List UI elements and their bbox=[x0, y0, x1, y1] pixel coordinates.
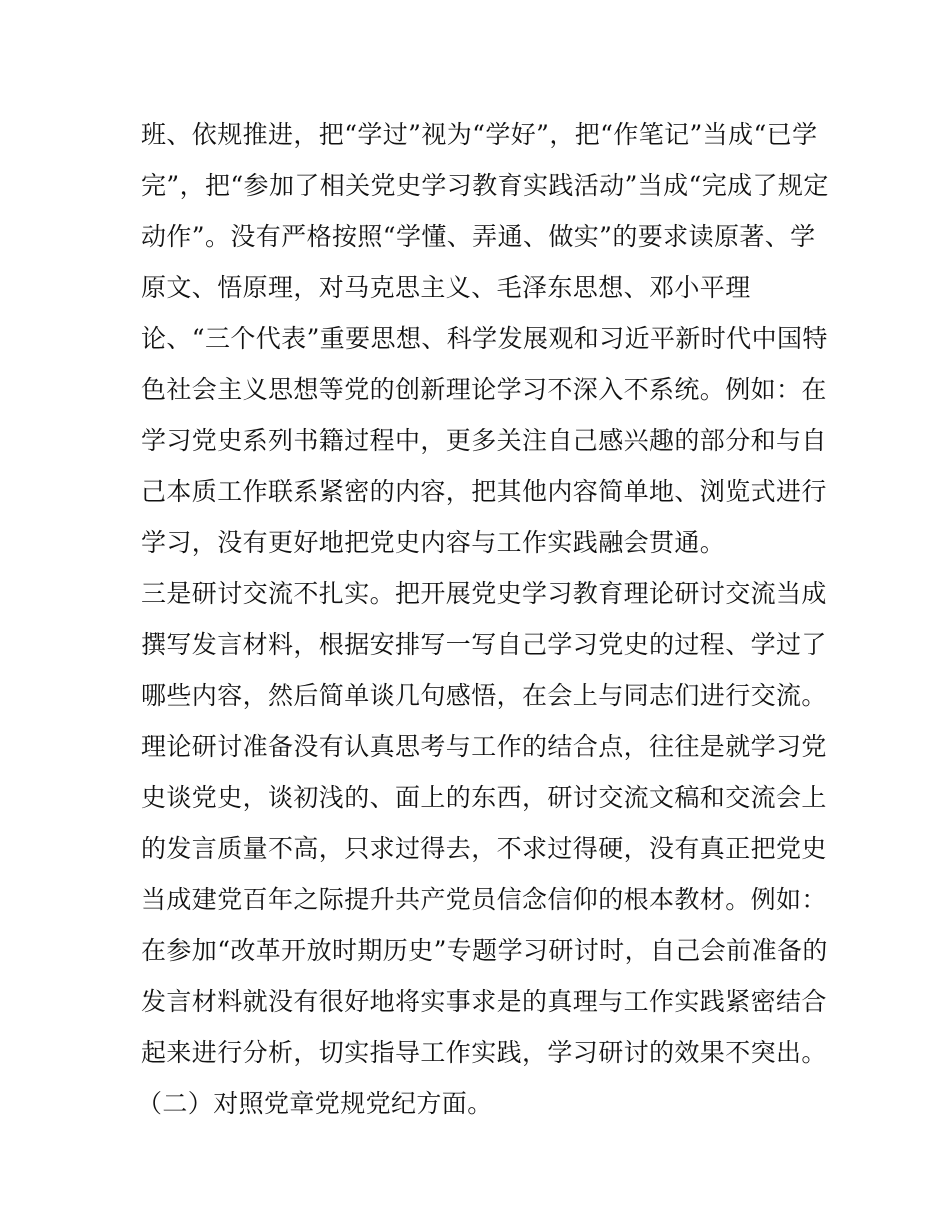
text-line-8: 己本质工作联系紧密的内容，把其他内容简单地、浏览式进行 bbox=[141, 477, 827, 506]
text-line-9: 学习，没有更好地把党史内容与工作实践融会贯通。 bbox=[141, 528, 726, 557]
section-heading-three: 三是研讨交流不扎实。把开展党史学习教育理论研讨交流当成 bbox=[141, 579, 827, 608]
text-line-17: 在参加“改革开放时期历史”专题学习研讨时，自己会前准备的 bbox=[141, 936, 828, 965]
text-line-11: 撰写发言材料，根据安排写一写自己学习党史的过程、学过了 bbox=[141, 630, 827, 659]
text-line-1: 班、依规推进，把“学过”视为“学好”，把“作笔记”当成“已学 bbox=[141, 120, 818, 149]
text-line-14: 史谈党史，谈初浅的、面上的东西，研讨交流文稿和交流会上 bbox=[141, 783, 827, 812]
text-line-15: 的发言质量不高，只求过得去，不求过得硬，没有真正把党史 bbox=[141, 834, 827, 863]
text-line-4: 原文、悟原理，对马克思主义、毛泽东思想、邓小平理 bbox=[141, 273, 751, 302]
text-line-3: 动作”。没有严格按照“学懂、弄通、做实”的要求读原著、学 bbox=[141, 222, 816, 251]
text-line-2: 完”，把“参加了相关党史学习教育实践活动”当成“完成了规定 bbox=[141, 171, 829, 200]
text-line-6: 色社会主义思想等党的创新理论学习不深入不系统。例如：在 bbox=[141, 375, 827, 404]
text-line-13: 理论研讨准备没有认真思考与工作的结合点，往往是就学习党 bbox=[141, 732, 827, 761]
text-line-16: 当成建党百年之际提升共产党员信念信仰的根本教材。例如： bbox=[141, 885, 827, 914]
text-line-18: 发言材料就没有很好地将实事求是的真理与工作实践紧密结合 bbox=[141, 987, 827, 1016]
text-line-19: 起来进行分析，切实指导工作实践，学习研讨的效果不突出。 bbox=[141, 1038, 827, 1067]
text-line-12: 哪些内容，然后简单谈几句感悟，在会上与同志们进行交流。 bbox=[141, 681, 827, 710]
text-line-5: 论、“三个代表”重要思想、科学发展观和习近平新时代中国特 bbox=[141, 324, 828, 353]
body-text bbox=[137, 109, 831, 1129]
section-heading-two: （二）对照党章党规党纪方面。 bbox=[137, 1089, 493, 1118]
text-line-7: 学习党史系列书籍过程中，更多关注自己感兴趣的部分和与自 bbox=[141, 426, 827, 455]
